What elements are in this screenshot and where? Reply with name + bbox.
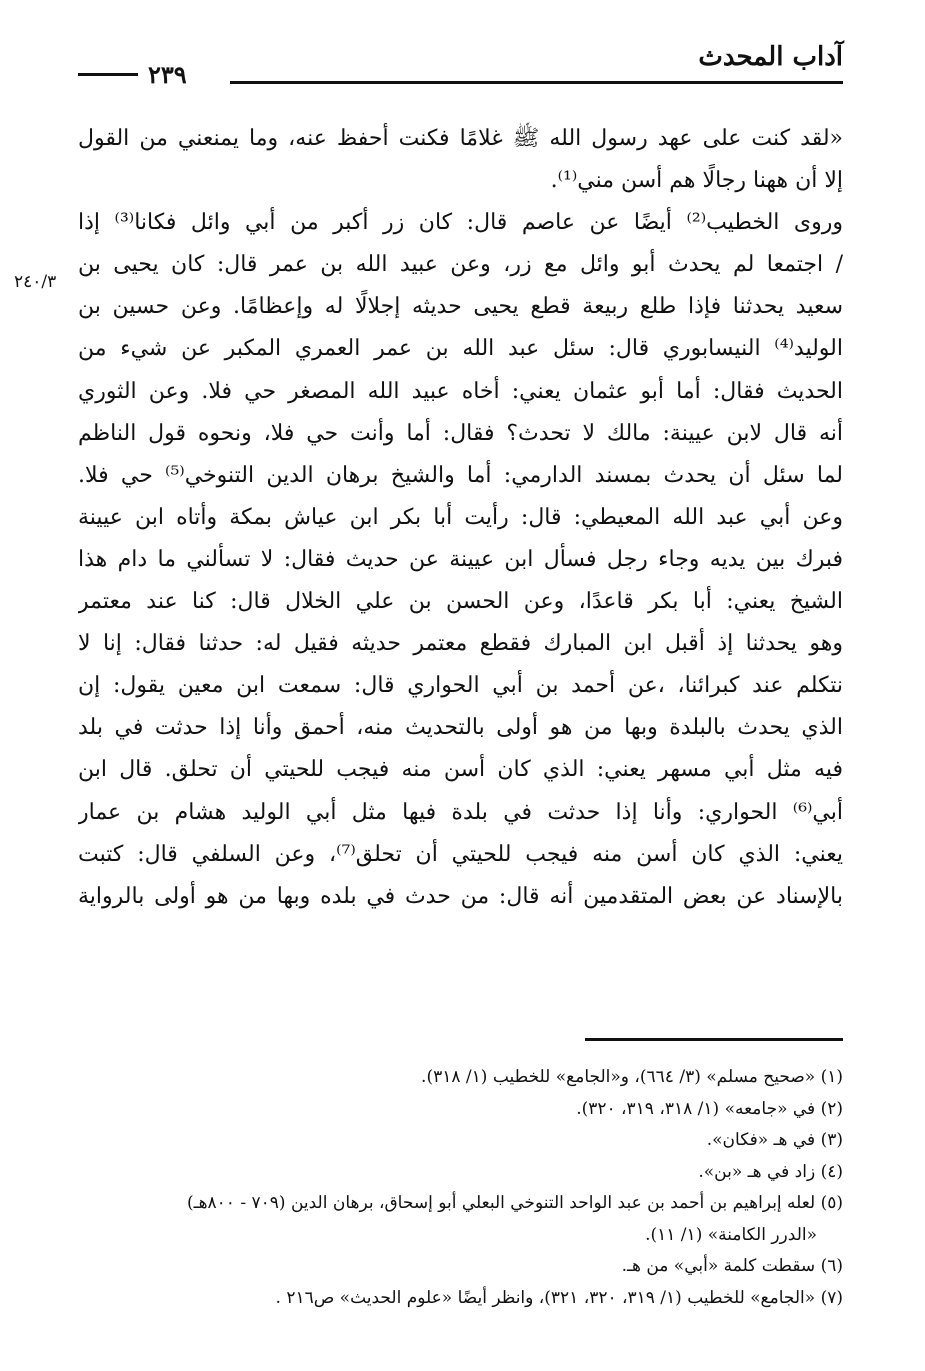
- footnote-continuation: «الدرر الكامنة» (١/ ١١).: [645, 1224, 817, 1245]
- page-number-block: [78, 60, 248, 89]
- body-line: وروى الخطيب⁽²⁾ أيضًا عن عاصم قال: كان زر أكبر من أبي وائل فكانا⁽³⁾ إذا: [78, 210, 843, 236]
- body-line: أبي⁽⁶⁾ الحواري: وأنا إذا حدثت في بلدة فيها مثل أبي الوليد هشام بن عمار: [78, 799, 843, 825]
- body-line: «لقد كنت على عهد رسول الله ﷺ غلامًا فكنت أحفظ عنه، وما يمنعني من القول: [78, 126, 843, 151]
- page-number-rule: [78, 73, 138, 76]
- margin-page-reference: ٢٤٠/٣: [14, 272, 57, 292]
- body-line: فبرك بين يديه وجاء رجل فسأل ابن عيينة عن حديث فقال: لا تسألني ما دام هذا: [78, 546, 843, 572]
- body-line: الحديث فقال: أما أبو عثمان يعني: أخاه عبيد الله المصغر حي فلا. وعن الثوري: [78, 378, 843, 404]
- body-line: أنه قال لابن عيينة: مالك لا تحدث؟ فقال: أما وأنت حي فلا، ونحوه قول الناظم: [78, 420, 843, 446]
- footnotes: [78, 1062, 843, 1314]
- body-line: الوليد⁽⁴⁾ النيسابوري قال: سئل عبد الله بن عمر العمري المكبر عن شيء من: [78, 336, 843, 362]
- body-line: وهو يحدثنا إذ أقبل ابن المبارك فقطع معتمر حديثه فقيل له: حدثنا فقال: إنا لا: [78, 631, 843, 657]
- running-title: آداب المحدث: [698, 42, 843, 72]
- footnote: (١) «صحيح مسلم» (٣/ ٦٦٤)، و«الجامع» للخطيب (١/ ٣١٨).: [421, 1067, 843, 1087]
- footnote: (٦) سقطت كلمة «أبي» من هـ.: [621, 1256, 843, 1276]
- footnote: (٣) في هـ «فكان».: [706, 1130, 843, 1150]
- body-line: فيه مثل أبي مسهر يعني: الذي كان أسن منه فيجب للحيتي أن تحلق. قال ابن: [78, 757, 843, 783]
- footnote: (٤) زاد في هـ «بن».: [698, 1161, 843, 1182]
- footnote: (٢) في «جامعه» (١/ ٣١٨، ٣١٩، ٣٢٠).: [576, 1098, 843, 1119]
- body-text: [78, 118, 843, 918]
- footnote-rule: [585, 1038, 843, 1041]
- body-line: وعن أبي عبد الله المعيطي: قال: رأيت أبا بكر ابن عياش بمكة وأتاه ابن عيينة: [78, 504, 843, 530]
- footnote: (٧) «الجامع» للخطيب (١/ ٣١٩، ٣٢٠، ٣٢١)، وانظر أيضًا «علوم الحديث» ص٢١٦ .: [275, 1287, 843, 1308]
- body-line: الذي يحدث بالبلدة وبها من هو أولى بالتحديث منه، أحمق وأنا إذا حدثت في بلد: [78, 715, 843, 741]
- footnote: (٥) لعله إبراهيم بن أحمد بن عبد الواحد التنوخي البعلي أبو إسحاق، برهان الدين (٧٠٩ - ٨٠٠هـ): [186, 1193, 843, 1213]
- body-line: يعني: الذي كان أسن منه فيجب للحيتي أن تحلق⁽⁷⁾، وعن السلفي قال: كتبت: [78, 841, 843, 867]
- header-rule: [230, 81, 843, 84]
- body-line: لما سئل أن يحدث بمسند الدارمي: أما والشيخ برهان الدين التنوخي⁽⁵⁾ حي فلا.: [78, 462, 843, 488]
- body-line: نتكلم عند كبرائنا، ،عن أحمد بن أبي الحواري قال: سمعت ابن معين يقول: إن: [78, 673, 843, 699]
- page-header: [78, 38, 843, 98]
- page-number: ٢٣٩: [148, 60, 187, 89]
- body-line: الشيخ يعني: أبا بكر قاعدًا، وعن الحسن بن علي الخلال قال: كنا عند معتمر: [78, 589, 843, 615]
- body-line: / اجتمعا لم يحدث أبو وائل مع زر، وعن عبيد الله بن عمر قال: كان يحيى بن: [78, 252, 843, 278]
- body-line: سعيد يحدثنا فإذا طلع ربيعة قطع يحيى حديثه إجلالًا له وإعظامًا. وعن حسين بن: [78, 294, 843, 320]
- body-line: بالإسناد عن بعض المتقدمين أنه قال: من حدث في بلده وبها من هو أولى بالرواية: [78, 883, 843, 909]
- body-line: إلا أن ههنا رجالًا هم أسن مني⁽¹⁾.: [550, 168, 843, 194]
